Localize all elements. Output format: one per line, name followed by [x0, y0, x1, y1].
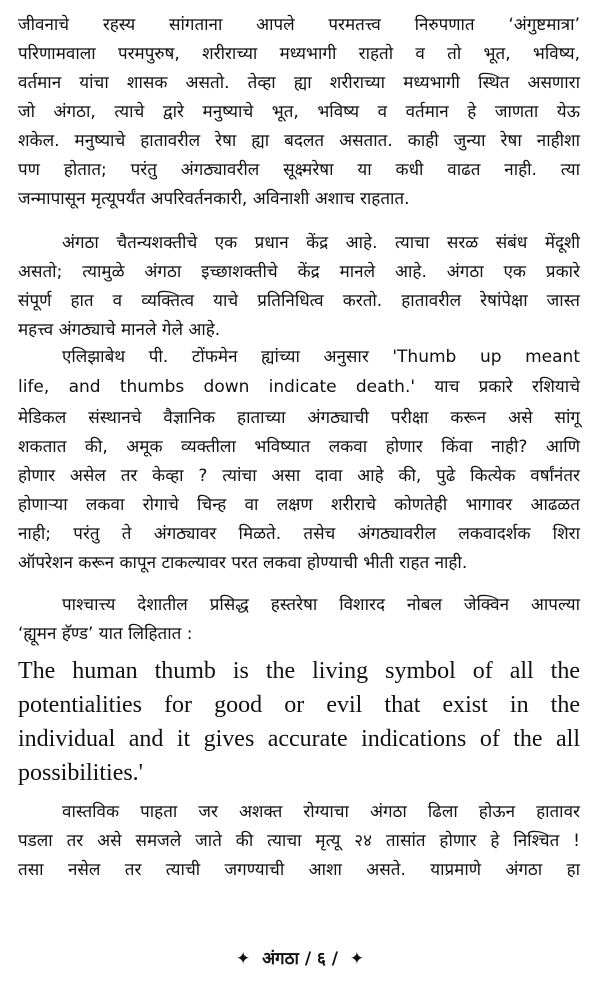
text-line: होणाऱ्या लकवा रोगाचे चिन्ह वा लक्षण शरीराचे कोणतेही भागावर आढळत: [18, 495, 580, 515]
star-ornament-icon: ✦: [349, 949, 365, 969]
text-line: संपूर्ण हात व व्यक्तित्व याचे प्रतिनिधित्व करतो. हातावरील रेषांपेक्षा जास्त: [18, 291, 580, 311]
text-line: पाश्चात्त्य देशातील प्रसिद्ध हस्तरेषा विशारद नोबल जेक्विन आपल्या: [62, 595, 580, 615]
text-line: नाही; परंतु ते अंगठ्यावर मिळते. तसेच अंगठ्यावरील लकवादर्शक शिरा: [18, 524, 580, 544]
text-line: वर्तमान यांचा शासक असतो. तेव्हा ह्या शरीराच्या मध्यभागी स्थित असणारा: [18, 73, 580, 93]
text-line: मेडिकल संस्थानचे वैज्ञानिक हाताच्या अंगठ्याची परीक्षा करून असे सांगू: [18, 408, 580, 428]
text-line: शकेल. मनुष्याचे हातावरील रेषा ह्या बदलत असतात. काही जुन्या रेषा नाहीशा: [18, 131, 580, 151]
text-line: अंगठा चैतन्यशक्तीचे एक प्रधान केंद्र आहे. त्याचा सरळ संबंध मेंदूशी: [62, 233, 580, 253]
text-line: असतो; त्यामुळे अंगठा इच्छाशक्तीचे केंद्र मानले आहे. अंगठा एक प्रकारे: [18, 262, 580, 282]
text-line: ‘ह्यूमन हॅण्ड’ यात लिहितात :: [18, 624, 193, 644]
text-line: पण होतात; परंतु अंगठ्यावरील सूक्ष्मरेषा या कधी वाढत नाही. त्या: [18, 160, 580, 180]
text-line: पडला तर असे समजले जाते की त्याचा मृत्यू २४ तासांत होणार हे निश्चित !: [18, 831, 580, 851]
star-ornament-icon: ✦: [235, 949, 251, 969]
text-line: जो अंगठा, त्याचे द्वारे मनुष्याचे भूत, भविष्य व वर्तमान हे जाणता येऊ: [18, 102, 580, 122]
text-line: महत्त्व अंगठ्याचे मानले गेले आहे.: [18, 320, 221, 340]
quote-line: The human thumb is the living symbol of all the: [18, 658, 580, 684]
text-line: परिणामवाला परमपुरुष, शरीराच्या मध्यभागी राहतो व तो भूत, भविष्य,: [18, 44, 580, 64]
text-line: शकतात की, अमूक व्यक्तीला भविष्यात लकवा होणार किंवा नाही? आणि: [18, 437, 580, 457]
text-line: एलिझाबेथ पी. टोंफमेन ह्यांच्या अनुसार 'Thumb up meant: [62, 347, 580, 367]
quote-line: potentialities for good or evil that exist in the: [18, 692, 580, 718]
text-line: जन्मापासून मृत्यूपर्यंत अपरिवर्तनकारी, अविनाशी अशाच राहतात.: [18, 189, 410, 209]
footer-text: अंगठा / ६ /: [262, 949, 338, 969]
quote-line: possibilities.': [18, 760, 144, 786]
text-line: वास्तविक पाहता जर अशक्त रोग्याचा अंगठा ढिला होऊन हातावर: [62, 802, 580, 822]
page-footer: [0, 946, 600, 969]
quote-line: individual and it gives accurate indications of the all: [18, 726, 580, 752]
text-line: होणार असेल तर केव्हा ? त्यांचा असा दावा आहे की, पुढे कित्येक वर्षांनंतर: [18, 466, 580, 486]
text-line: life, and thumbs down indicate death.' याच प्रकारे रशियाचे: [18, 377, 580, 397]
text-line: ऑपरेशन करून कापून टाकल्यावर परत लकवा होण्याची भीती राहत नाही.: [18, 553, 468, 573]
text-line: जीवनाचे रहस्य सांगताना आपले परमतत्त्व निरुपणात ‘अंगुष्टमात्रा’: [18, 15, 580, 35]
text-line: तसा नसेल तर त्याची जगण्याची आशा असते. याप्रमाणे अंगठा हा: [18, 860, 580, 880]
